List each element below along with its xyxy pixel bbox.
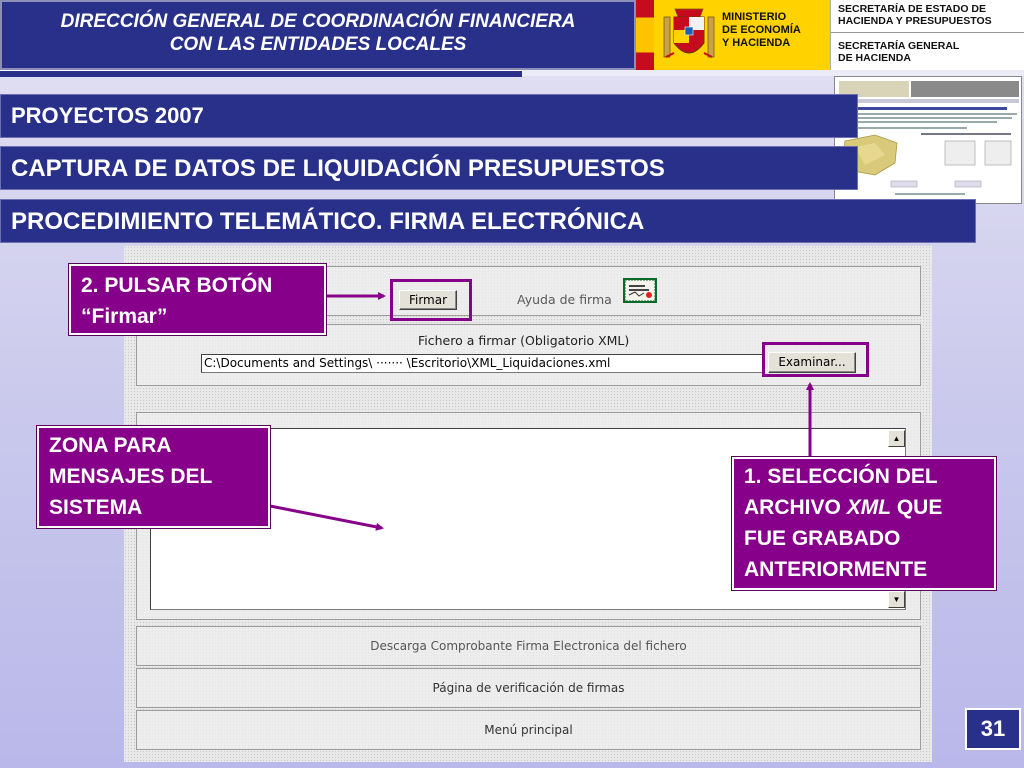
examinar-button[interactable]: Examinar... [768,352,856,373]
callout-zona-line3: SISTEMA [49,496,143,519]
callout-seleccion-line2-post: QUE [891,496,943,519]
title-proyectos: PROYECTOS 2007 [0,94,858,138]
callout-seleccion-line2-pre: ARCHIVO [744,496,847,519]
page-number: 31 [965,708,1021,750]
ayuda-firma-link[interactable]: Ayuda de firma [517,292,612,307]
webpage-thumbnail [834,76,1022,204]
callout-zona-line2: MENSAJES DEL [49,465,213,488]
callout-seleccion-archivo [732,457,996,590]
secretaria1-line2: HACIENDA Y PRESUPUESTOS [838,15,992,27]
certificate-help-icon[interactable] [622,277,658,304]
firmar-button[interactable]: Firmar [399,290,457,310]
callout-pulsar-line2: “Firmar” [81,305,168,328]
ministry-line1: MINISTERIO [722,11,787,23]
firmar-highlight-box [390,279,472,321]
menu-principal-link[interactable]: Menú principal [484,723,573,737]
header-underline [0,70,522,77]
spain-flag-strip [636,0,654,70]
verificacion-firmas-link[interactable]: Página de verificación de firmas [432,681,625,695]
webpage-thumbnail-image [835,77,1022,204]
file-path-input[interactable]: C:\Documents and Settings\ ······· \Escritorio\XML_Liquidaciones.xml [201,354,763,373]
secretaria2-line1: SECRETARÍA GENERAL [838,40,960,52]
examinar-highlight-box [762,342,869,377]
coat-of-arms-icon [662,3,716,67]
secretaria1-line1: SECRETARÍA DE ESTADO DE [838,3,986,15]
header-title-box [0,0,636,70]
ministry-line2: DE ECONOMÍA [722,24,801,36]
secretaria-estado-label [830,0,1024,33]
title-procedimiento: PROCEDIMIENTO TELEMÁTICO. FIRMA ELECTRÓNICA [0,199,976,243]
callout-zona-line1: ZONA PARA [49,434,172,457]
ministry-name [722,11,826,50]
title-captura-datos: CAPTURA DE DATOS DE LIQUIDACIÓN PRESUPUESTOS [0,146,858,190]
ministry-line3: Y HACIENDA [722,37,791,49]
header-title-line1: DIRECCIÓN GENERAL DE COORDINACIÓN FINANCIERA [60,11,576,32]
scroll-up-arrow-icon[interactable]: ▲ [888,430,905,447]
secretaria-general-label [830,33,1024,70]
callout-seleccion-line2 [744,492,994,523]
callout-seleccion-line1: 1. SELECCIÓN DEL [744,465,938,488]
header-title-line2: CON LAS ENTIDADES LOCALES [169,34,467,55]
descarga-comprobante-link[interactable]: Descarga Comprobante Firma Electronica del fichero [370,639,687,653]
scroll-down-arrow-icon[interactable]: ▼ [888,591,905,608]
fichero-label: Fichero a firmar (Obligatorio XML) [418,333,630,348]
callout-zona-mensajes [37,426,270,528]
callout-seleccion-xml: XML [846,496,892,519]
callout-pulsar-line1: 2. PULSAR BOTÓN [81,274,273,297]
callout-seleccion-line3: FUE GRABADO [744,527,901,550]
callout-pulsar-boton [69,264,326,335]
callout-seleccion-line4: ANTERIORMENTE [744,558,928,581]
secretaria2-line2: DE HACIENDA [838,52,911,64]
